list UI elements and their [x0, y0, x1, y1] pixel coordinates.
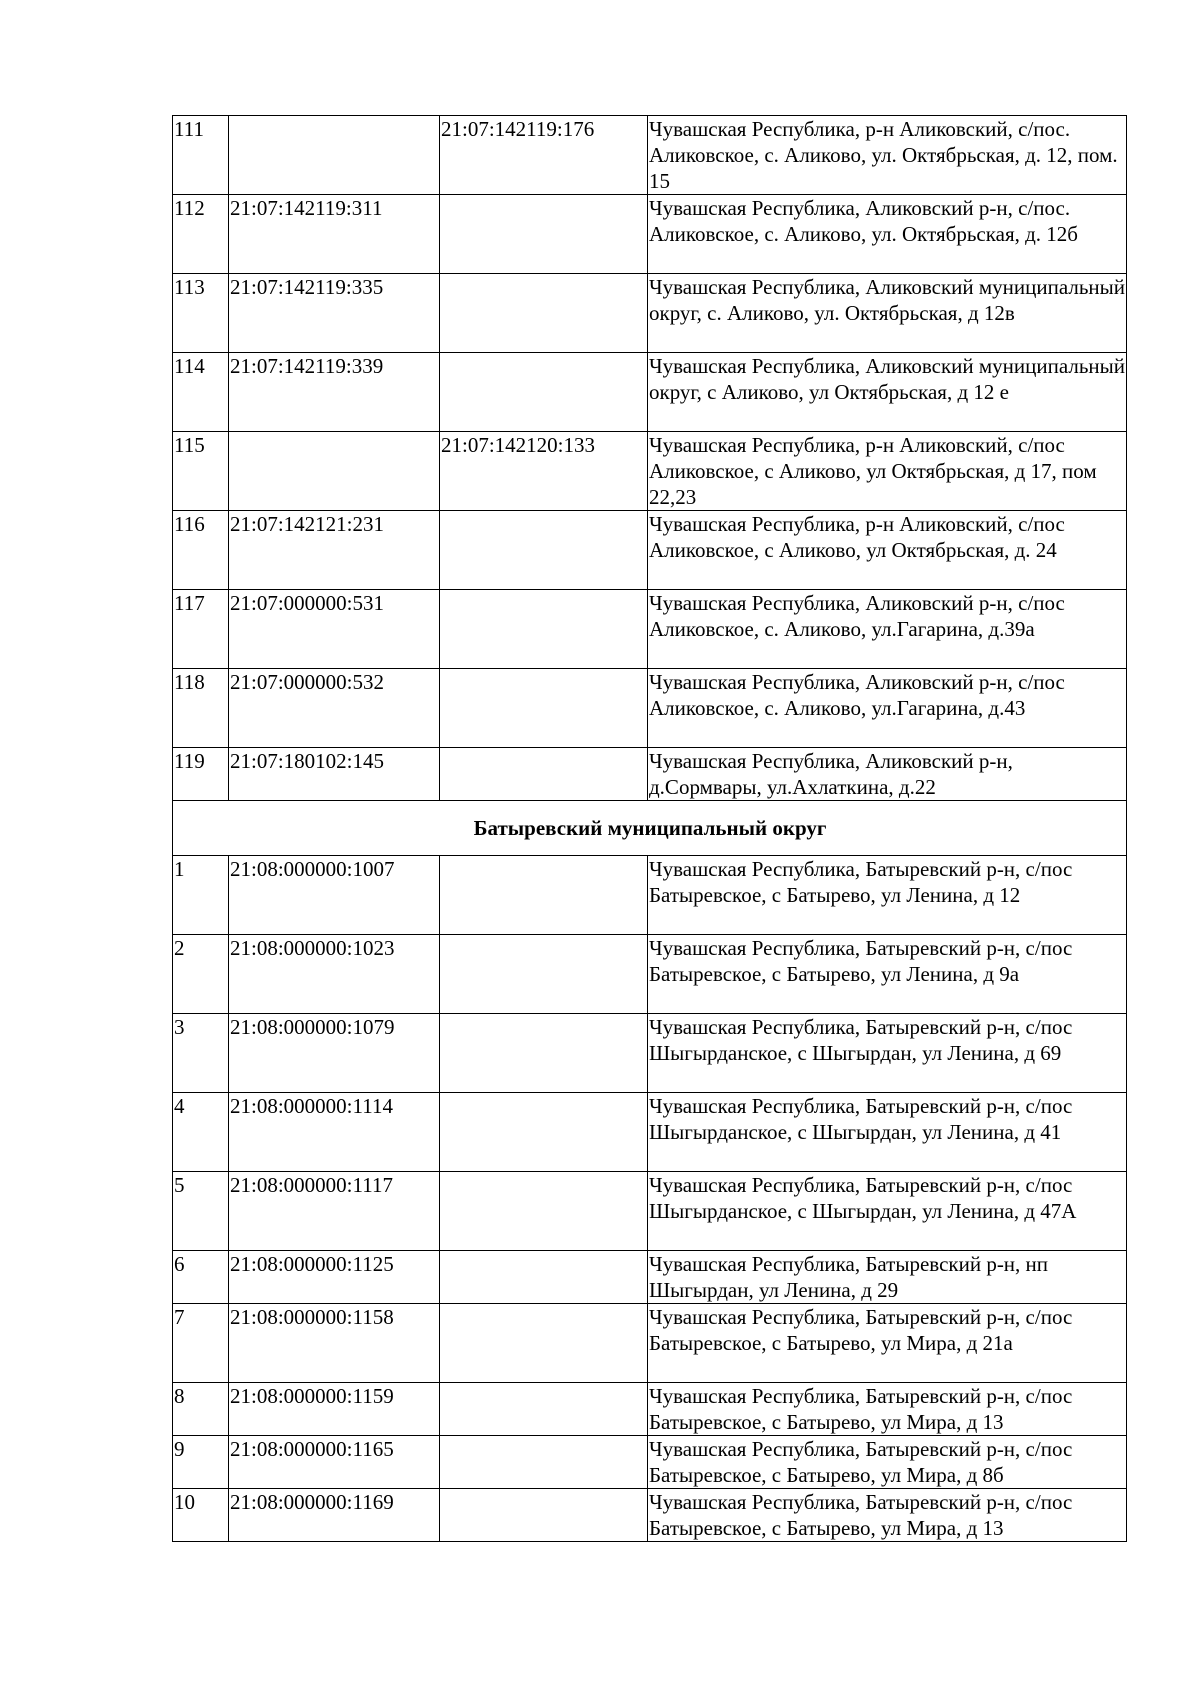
table-row — [173, 1489, 1127, 1542]
table-row — [173, 935, 1127, 1014]
section-header-row — [173, 801, 1127, 856]
row-number: 2 — [173, 935, 229, 1014]
table-body-aliko — [173, 116, 1127, 801]
table-row — [173, 1172, 1127, 1251]
address-cell: Чувашская Республика, Аликовский муниципальный округ, с Аликово, ул Октябрьская, д 12 е — [648, 353, 1127, 432]
cadastral-number-premises-cell — [440, 1489, 648, 1542]
cadastral-number-cell: 21:08:000000:1125 — [229, 1251, 440, 1304]
table-row — [173, 748, 1127, 801]
cadastral-number-cell: 21:08:000000:1169 — [229, 1489, 440, 1542]
cadastral-number-premises-cell — [440, 1383, 648, 1436]
cadastral-number-premises-cell — [440, 274, 648, 353]
cadastral-number-cell: 21:08:000000:1023 — [229, 935, 440, 1014]
row-number: 112 — [173, 195, 229, 274]
table-row — [173, 669, 1127, 748]
cadastral-number-cell: 21:07:000000:531 — [229, 590, 440, 669]
address-cell: Чувашская Республика, Аликовский р-н, с/пос. Аликовское, с. Аликово, ул. Октябрьская, д. 12б — [648, 195, 1127, 274]
cadastral-number-premises-cell — [440, 935, 648, 1014]
table-row — [173, 856, 1127, 935]
cadastral-number-premises-cell — [440, 1436, 648, 1489]
row-number: 6 — [173, 1251, 229, 1304]
cadastral-number-cell: 21:07:142119:311 — [229, 195, 440, 274]
row-number: 1 — [173, 856, 229, 935]
table-row — [173, 1436, 1127, 1489]
row-number: 116 — [173, 511, 229, 590]
cadastral-number-premises-cell — [440, 195, 648, 274]
row-number: 3 — [173, 1014, 229, 1093]
cadastral-number-cell: 21:08:000000:1079 — [229, 1014, 440, 1093]
cadastral-number-premises-cell — [440, 856, 648, 935]
address-cell: Чувашская Республика, Батыревский р-н, с/пос Шыгырданское, с Шыгырдан, ул Ленина, д 69 — [648, 1014, 1127, 1093]
row-number: 117 — [173, 590, 229, 669]
cadastral-number-cell: 21:08:000000:1158 — [229, 1304, 440, 1383]
section-title: Батыревский муниципальный округ — [173, 801, 1127, 856]
cadastral-number-premises-cell: 21:07:142119:176 — [440, 116, 648, 195]
row-number: 114 — [173, 353, 229, 432]
cadastral-number-cell: 21:08:000000:1165 — [229, 1436, 440, 1489]
cadastral-number-premises-cell — [440, 1172, 648, 1251]
section-header-group — [173, 801, 1127, 856]
cadastral-number-cell — [229, 116, 440, 195]
row-number: 8 — [173, 1383, 229, 1436]
row-number: 7 — [173, 1304, 229, 1383]
address-cell: Чувашская Республика, Батыревский р-н, с/пос Шыгырданское, с Шыгырдан, ул Ленина, д 47А — [648, 1172, 1127, 1251]
cadastral-number-premises-cell — [440, 353, 648, 432]
table-row — [173, 1014, 1127, 1093]
address-cell: Чувашская Республика, Батыревский р-н, с/пос Батыревское, с Батырево, ул Ленина, д 9а — [648, 935, 1127, 1014]
address-cell: Чувашская Республика, Батыревский р-н, с/пос Шыгырданское, с Шыгырдан, ул Ленина, д 41 — [648, 1093, 1127, 1172]
address-cell: Чувашская Республика, р-н Аликовский, с/пос. Аликовское, с. Аликово, ул. Октябрьская, д. 12, пом. 15 — [648, 116, 1127, 195]
table-row — [173, 353, 1127, 432]
cadastral-number-cell — [229, 432, 440, 511]
cadastral-number-cell: 21:08:000000:1159 — [229, 1383, 440, 1436]
table-body-batyrevo — [173, 856, 1127, 1542]
cadastral-number-premises-cell — [440, 511, 648, 590]
table-row — [173, 195, 1127, 274]
row-number: 118 — [173, 669, 229, 748]
cadastral-number-premises-cell — [440, 1304, 648, 1383]
table-row — [173, 1093, 1127, 1172]
table-row — [173, 116, 1127, 195]
row-number: 4 — [173, 1093, 229, 1172]
table-row — [173, 590, 1127, 669]
cadastral-number-cell: 21:07:180102:145 — [229, 748, 440, 801]
table-row — [173, 274, 1127, 353]
cadastral-number-premises-cell — [440, 669, 648, 748]
address-cell: Чувашская Республика, Батыревский р-н, с/пос Батыревское, с Батырево, ул Мира, д 13 — [648, 1383, 1127, 1436]
cadastral-number-premises-cell — [440, 1093, 648, 1172]
cadastral-number-cell: 21:08:000000:1007 — [229, 856, 440, 935]
row-number: 10 — [173, 1489, 229, 1542]
address-cell: Чувашская Республика, Батыревский р-н, с/пос Батыревское, с Батырево, ул Мира, д 13 — [648, 1489, 1127, 1542]
row-number: 115 — [173, 432, 229, 511]
row-number: 111 — [173, 116, 229, 195]
cadastral-number-cell: 21:07:142119:339 — [229, 353, 440, 432]
row-number: 5 — [173, 1172, 229, 1251]
property-table — [172, 115, 1127, 1542]
address-cell: Чувашская Республика, Батыревский р-н, с/пос Батыревское, с Батырево, ул Мира, д 21а — [648, 1304, 1127, 1383]
row-number: 113 — [173, 274, 229, 353]
cadastral-number-premises-cell: 21:07:142120:133 — [440, 432, 648, 511]
address-cell: Чувашская Республика, Батыревский р-н, нп Шыгырдан, ул Ленина, д 29 — [648, 1251, 1127, 1304]
address-cell: Чувашская Республика, р-н Аликовский, с/пос Аликовское, с Аликово, ул Октябрьская, д 17, пом 22,23 — [648, 432, 1127, 511]
table-row — [173, 1304, 1127, 1383]
cadastral-number-cell: 21:07:142121:231 — [229, 511, 440, 590]
address-cell: Чувашская Республика, Батыревский р-н, с/пос Батыревское, с Батырево, ул Мира, д 8б — [648, 1436, 1127, 1489]
address-cell: Чувашская Республика, Батыревский р-н, с/пос Батыревское, с Батырево, ул Ленина, д 12 — [648, 856, 1127, 935]
cadastral-number-cell: 21:08:000000:1117 — [229, 1172, 440, 1251]
address-cell: Чувашская Республика, Аликовский р-н, д.Сормвары, ул.Ахлаткина, д.22 — [648, 748, 1127, 801]
cadastral-number-premises-cell — [440, 1251, 648, 1304]
cadastral-number-premises-cell — [440, 748, 648, 801]
cadastral-number-cell: 21:07:142119:335 — [229, 274, 440, 353]
cadastral-number-cell: 21:08:000000:1114 — [229, 1093, 440, 1172]
cadastral-number-cell: 21:07:000000:532 — [229, 669, 440, 748]
cadastral-number-premises-cell — [440, 590, 648, 669]
cadastral-number-premises-cell — [440, 1014, 648, 1093]
table-row — [173, 511, 1127, 590]
address-cell: Чувашская Республика, р-н Аликовский, с/пос Аликовское, с Аликово, ул Октябрьская, д. 24 — [648, 511, 1127, 590]
address-cell: Чувашская Республика, Аликовский муниципальный округ, с. Аликово, ул. Октябрьская, д 12в — [648, 274, 1127, 353]
table-row — [173, 432, 1127, 511]
address-cell: Чувашская Республика, Аликовский р-н, с/пос Аликовское, с. Аликово, ул.Гагарина, д.39а — [648, 590, 1127, 669]
address-cell: Чувашская Республика, Аликовский р-н, с/пос Аликовское, с. Аликово, ул.Гагарина, д.43 — [648, 669, 1127, 748]
table-row — [173, 1251, 1127, 1304]
table-row — [173, 1383, 1127, 1436]
row-number: 9 — [173, 1436, 229, 1489]
row-number: 119 — [173, 748, 229, 801]
